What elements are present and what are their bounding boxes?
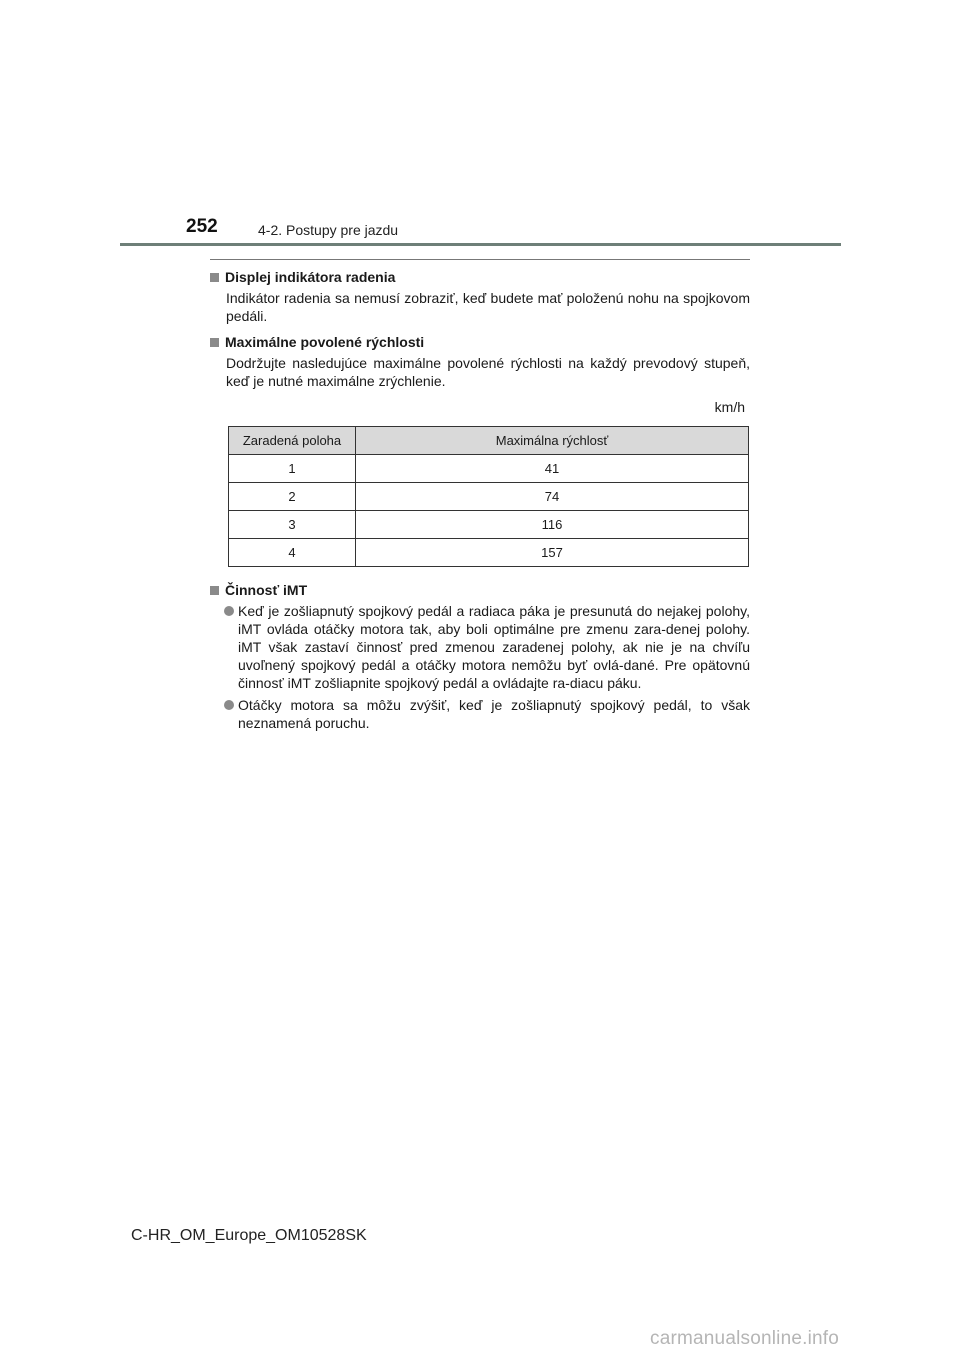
max-speeds-section: [210, 333, 750, 567]
max-speeds-title: Maximálne povolené rýchlosti: [225, 334, 425, 350]
section-title: 4-2. Postupy pre jazdu: [258, 222, 399, 238]
gear-indicator-text: Indikátor radenia sa nemusí zobraziť, keď budete mať položenú nohu na spojkovom pedáli.: [226, 290, 750, 324]
content-divider: [210, 259, 750, 260]
speed-cell: 116: [356, 511, 749, 539]
list-item: [224, 602, 750, 692]
table-row: [229, 511, 749, 539]
max-speeds-heading: [210, 333, 750, 351]
circle-bullet-icon: [224, 700, 234, 710]
square-bullet-icon: [210, 273, 219, 282]
table-row: [229, 539, 749, 567]
header-divider: [120, 243, 841, 246]
imt-title: Činnosť iMT: [225, 582, 308, 598]
gear-cell: 4: [229, 539, 356, 567]
list-item-text: Otáčky motora sa môžu zvýšiť, keď je zošliapnutý spojkový pedál, to však neznamená poruchu.: [238, 697, 750, 731]
square-bullet-icon: [210, 586, 219, 595]
table-row: [229, 483, 749, 511]
page-content: [210, 259, 750, 740]
page-header: [0, 0, 960, 250]
circle-bullet-icon: [224, 606, 234, 616]
speed-cell: 74: [356, 483, 749, 511]
gear-indicator-section: [210, 268, 750, 325]
table-row: [229, 455, 749, 483]
gear-indicator-heading: [210, 268, 750, 286]
square-bullet-icon: [210, 338, 219, 347]
imt-bullet-list: [224, 602, 750, 732]
table-header-row: [229, 427, 749, 455]
list-item: [224, 696, 750, 732]
gear-cell: 3: [229, 511, 356, 539]
max-speeds-text: Dodržujte nasledujúce maximálne povolené rýchlosti na každý prevodový stupeň, keď je nutné maximálne zrýchlenie.: [226, 355, 750, 389]
list-item-text: Keď je zošliapnutý spojkový pedál a radiaca páka je presunutá do nejakej polohy, iMT ovláda otáčky motora tak, aby boli optimálne pre zmenu zara-denej polohy. iMT však zastaví činnosť pred zmenou zaradenej polohy, ak nie je na chvíľu uvoľnený spojkový pedál a otáčky motora nemôžu byť ovlá-dané. Pre opätovnú činnosť iMT zošliapnite spojkový pedál a ovládajte ra-diacu páku.: [238, 603, 750, 691]
max-speed-table: [228, 426, 749, 567]
imt-heading: [210, 581, 750, 599]
gear-cell: 1: [229, 455, 356, 483]
imt-section: [210, 581, 750, 732]
watermark-link[interactable]: carmanualsonline.info: [650, 1328, 840, 1349]
speed-unit-label: km/h: [714, 399, 745, 415]
gear-indicator-title: Displej indikátora radenia: [225, 269, 396, 285]
column-header-speed: Maximálna rýchlosť: [356, 427, 749, 455]
gear-cell: 2: [229, 483, 356, 511]
speed-cell: 157: [356, 539, 749, 567]
speed-cell: 41: [356, 455, 749, 483]
document-code: C-HR_OM_Europe_OM10528SK: [131, 1227, 367, 1244]
page-number: 252: [186, 216, 218, 237]
column-header-gear: Zaradená poloha: [229, 427, 356, 455]
